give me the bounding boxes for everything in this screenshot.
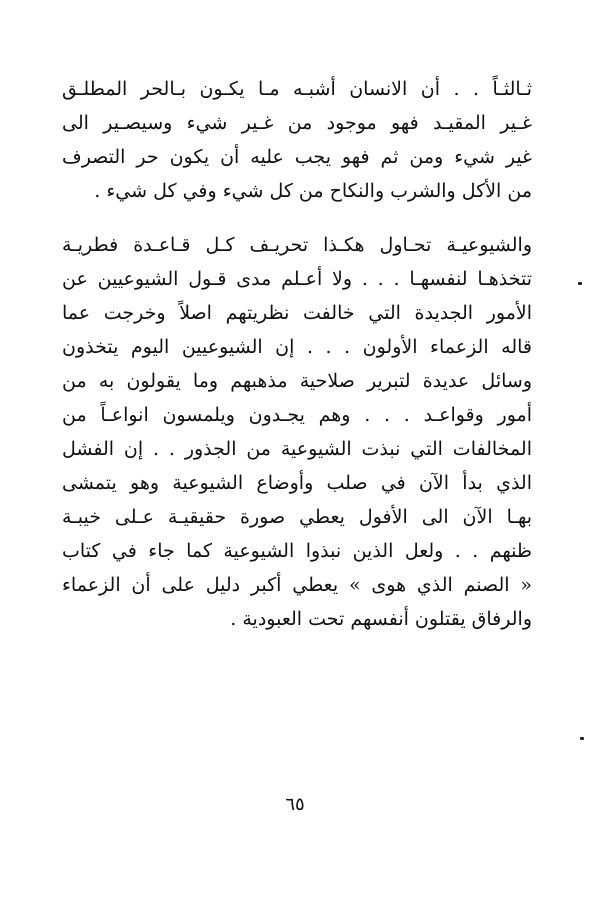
text-line: والرفاق يقتلون أنفسهم تحت العبودية . xyxy=(230,608,532,630)
text-line: قاله الزعماء الأولون . . . إن الشيوعيين اليوم يتخذون xyxy=(62,336,532,358)
text-line: تتخذهـا لنفسهـا . . . ولا أعـلم مدى قـول الشيوعيين عن xyxy=(62,268,532,290)
text-line: غير شيء ومن ثم فهو يجب عليه أن يكون حر التصرف xyxy=(62,146,532,168)
text-line: الذي بدأ الآن في صلب وأوضاع الشيوعية وهو يتمشى xyxy=(62,472,532,494)
text-line: « الصنم الذي هوى » يعطي أكبر دليل على أن الزعماء xyxy=(62,574,532,596)
text-line: الأمور الجديدة التي خالفت نظريتهم اصلاً وخرجت عما xyxy=(62,302,532,324)
paragraph-1 xyxy=(62,72,532,208)
paragraph-2 xyxy=(62,228,532,636)
text-line: من الأكل والشرب والنكاح من كل شيء وفي كل شيء . xyxy=(94,180,532,202)
text-line: غـير المقيـد فهو موجود من غـير شيء وسيصـير الى xyxy=(62,112,532,134)
text-line: وسائل عديدة لتبرير صلاحية مذهبهم وما يقولون به من xyxy=(62,370,532,392)
text-line: ثـالثـاً . . أن الانسان أشبـه مـا يكـون بـالحر المطلـق xyxy=(62,78,532,100)
text-line: بهـا الآن الى الأفول يعطي صورة حقيقيـة عـلى خيبـة xyxy=(62,506,532,528)
text-line: المخالفات التي نبذت الشيوعية من الجذور . . إن الفشل xyxy=(62,438,532,460)
text-line: والشيوعيـة تحـاول هكـذا تحريـف كـل قـاعـدة فطريـة xyxy=(62,234,532,256)
text-line: ظنهم . . ولعل الذين نبذوا الشيوعية كما جاء في كتاب xyxy=(62,540,532,562)
page-number: ٦٥ xyxy=(285,794,305,815)
scan-speck xyxy=(580,737,584,740)
scan-speck xyxy=(578,282,582,285)
text-line: أمور وقواعـد . . . وهم يجـدون ويلمسون انواعـاً من xyxy=(62,404,532,426)
